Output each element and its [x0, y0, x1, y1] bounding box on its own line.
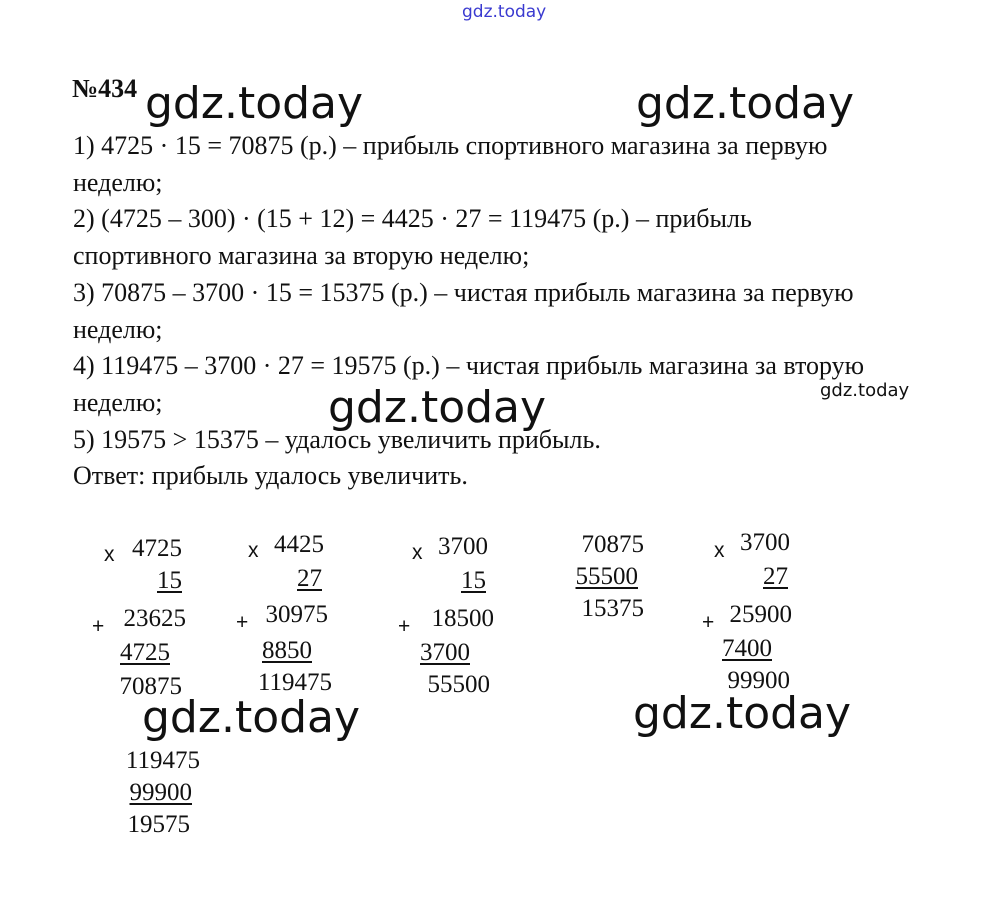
solution-line: 4) 119475 – 3700 · 27 = 19575 (р.) – чистая прибыль магазина за вторую	[73, 351, 865, 381]
solution-line: 5) 19575 > 15375 – удалось увеличить прибыль.	[73, 424, 601, 454]
watermark-5: gdz.today	[633, 688, 852, 739]
product: 99900	[727, 667, 790, 694]
plus-sign: +	[236, 611, 249, 634]
solution-line: 3) 70875 – 3700 · 15 = 15375 (р.) – чистая прибыль магазина за первую	[73, 277, 854, 307]
factor-a: 3700	[438, 533, 488, 560]
product: 119475	[257, 669, 332, 696]
partial-2: 7400	[722, 635, 772, 662]
minuend: 70875	[581, 531, 644, 558]
factor-a: 4425	[274, 531, 324, 558]
watermark-4: gdz.today	[142, 692, 361, 743]
factor-b: 15	[157, 567, 182, 594]
column-multiplication-1	[92, 532, 192, 702]
product: 70875	[119, 673, 182, 700]
solution-text	[73, 128, 973, 495]
plus-sign: +	[92, 615, 105, 638]
factor-b: 15	[461, 567, 486, 594]
subtrahend: 55500	[575, 563, 638, 590]
product: 55500	[427, 671, 490, 698]
partial-1: 23625	[123, 605, 186, 632]
partial-1: 18500	[431, 605, 494, 632]
watermark-top: gdz.today	[462, 2, 547, 22]
partial-1: 25900	[729, 601, 792, 628]
partial-2: 4725	[120, 639, 170, 666]
column-multiplication-4	[700, 530, 800, 700]
factor-b: 27	[763, 563, 788, 590]
factor-a: 3700	[740, 529, 790, 556]
plus-sign: +	[398, 615, 411, 638]
partial-2: 8850	[262, 637, 312, 664]
times-sign: x	[714, 539, 725, 562]
solution-line: неделю;	[73, 167, 163, 197]
subtrahend: 99900	[129, 779, 192, 806]
watermark-2: gdz.today	[636, 78, 855, 129]
column-subtraction-1	[566, 532, 656, 642]
solution-line: неделю;	[73, 387, 163, 417]
column-multiplication-2	[236, 530, 336, 700]
partial-2: 3700	[420, 639, 470, 666]
watermark-1: gdz.today	[145, 78, 364, 129]
solution-line: неделю;	[73, 314, 163, 344]
column-subtraction-2	[108, 748, 208, 848]
factor-b: 27	[297, 565, 322, 592]
answer-line: Ответ: прибыль удалось увеличить.	[73, 461, 468, 491]
problem-number: №434	[72, 74, 138, 103]
column-multiplication-3	[398, 532, 498, 702]
solution-line: 2) (4725 – 300) · (15 + 12) = 4425 · 27 = 119475 (р.) – прибыль	[73, 204, 752, 234]
minuend: 119475	[125, 747, 200, 774]
times-sign: x	[104, 543, 115, 566]
times-sign: x	[412, 541, 423, 564]
watermark-3: gdz.today	[328, 382, 547, 433]
partial-1: 30975	[265, 601, 328, 628]
solution-line: 1) 4725 · 15 = 70875 (р.) – прибыль спортивного магазина за первую	[73, 131, 828, 160]
difference: 15375	[581, 595, 644, 622]
difference: 19575	[127, 811, 190, 838]
watermark-small: gdz.today	[820, 380, 910, 401]
solution-line: спортивного магазина за вторую неделю;	[73, 241, 530, 271]
times-sign: x	[248, 539, 259, 562]
factor-a: 4725	[132, 535, 182, 562]
plus-sign: +	[702, 611, 715, 634]
